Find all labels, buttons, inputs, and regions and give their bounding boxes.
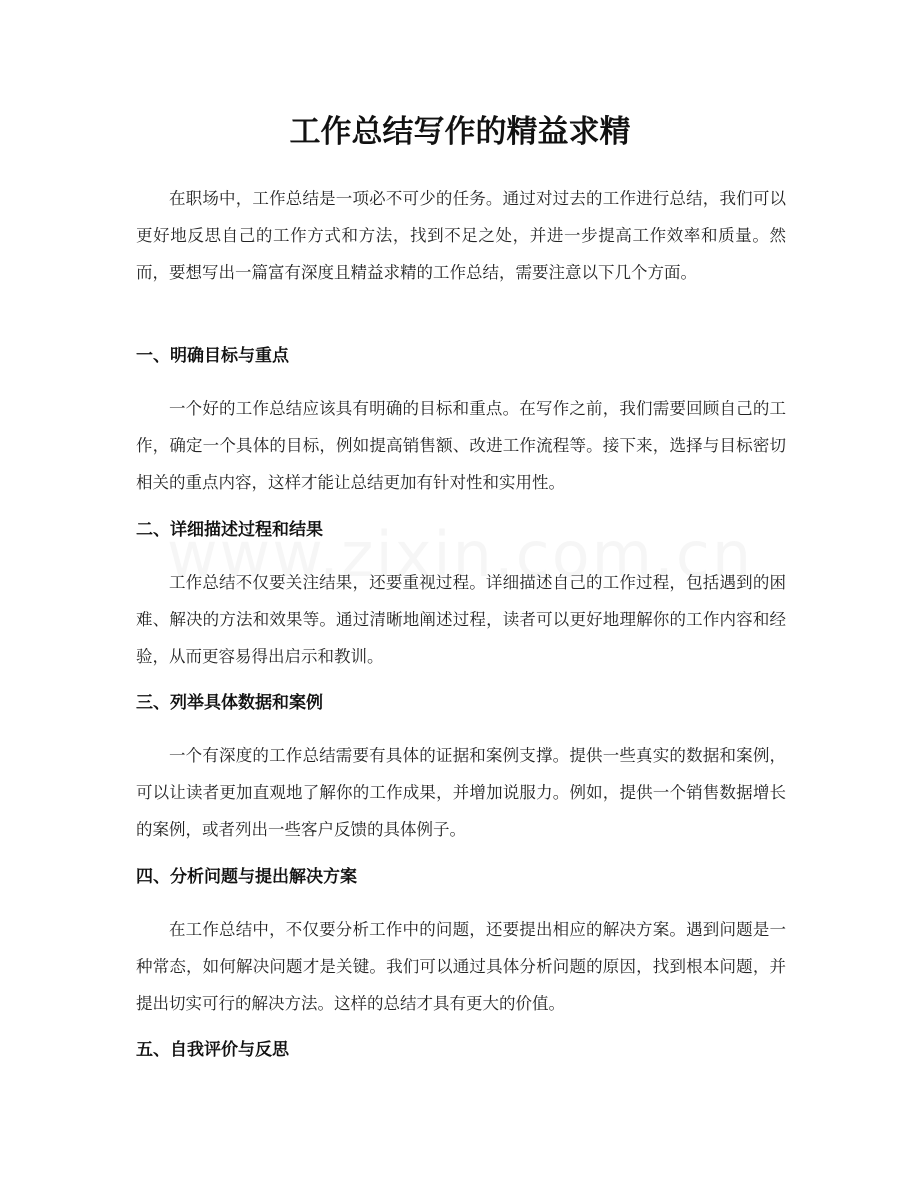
intro-paragraph: 在职场中，工作总结是一项必不可少的任务。通过对过去的工作进行总结，我们可以更好地反思自己的工作方式和方法，找到不足之处，并进一步提高工作效率和质量。然而，要想写出一篇富有深度且精益求精的工作总结，需要注意以下几个方面。 <box>136 189 786 282</box>
section-body-1: 一个好的工作总结应该具有明确的目标和重点。在写作之前，我们需要回顾自己的工作，确定一个具体的目标，例如提高销售额、改进工作流程等。接下来，选择与目标密切相关的重点内容，这样才能让总结更加有针对性和实用性。 <box>136 399 786 492</box>
section-heading-5: 五、自我评价与反思 <box>136 1040 289 1060</box>
section-heading-4: 四、分析问题与提出解决方案 <box>136 867 357 887</box>
section-body-2: 工作总结不仅要关注结果，还要重视过程。详细描述自己的工作过程，包括遇到的困难、解决的方法和效果等。通过清晰地阐述过程，读者可以更好地理解你的工作内容和经验，从而更容易得出启示和教训。 <box>136 573 786 666</box>
section-heading-1: 一、明确目标与重点 <box>136 346 289 366</box>
section-body-4: 在工作总结中，不仅要分析工作中的问题，还要提出相应的解决方案。遇到问题是一种常态，如何解决问题才是关键。我们可以通过具体分析问题的原因，找到根本问题，并提出切实可行的解决方法。这样的总结才具有更大的价值。 <box>136 920 786 1013</box>
page-title: 工作总结写作的精益求精 <box>289 114 631 150</box>
section-body-3: 一个有深度的工作总结需要有具体的证据和案例支撑。提供一些真实的数据和案例，可以让读者更加直观地了解你的工作成果，并增加说服力。例如，提供一个销售数据增长的案例，或者列出一些客户反馈的具体例子。 <box>136 746 786 839</box>
section-heading-2: 二、详细描述过程和结果 <box>136 520 323 540</box>
section-heading-3: 三、列举具体数据和案例 <box>136 693 323 713</box>
